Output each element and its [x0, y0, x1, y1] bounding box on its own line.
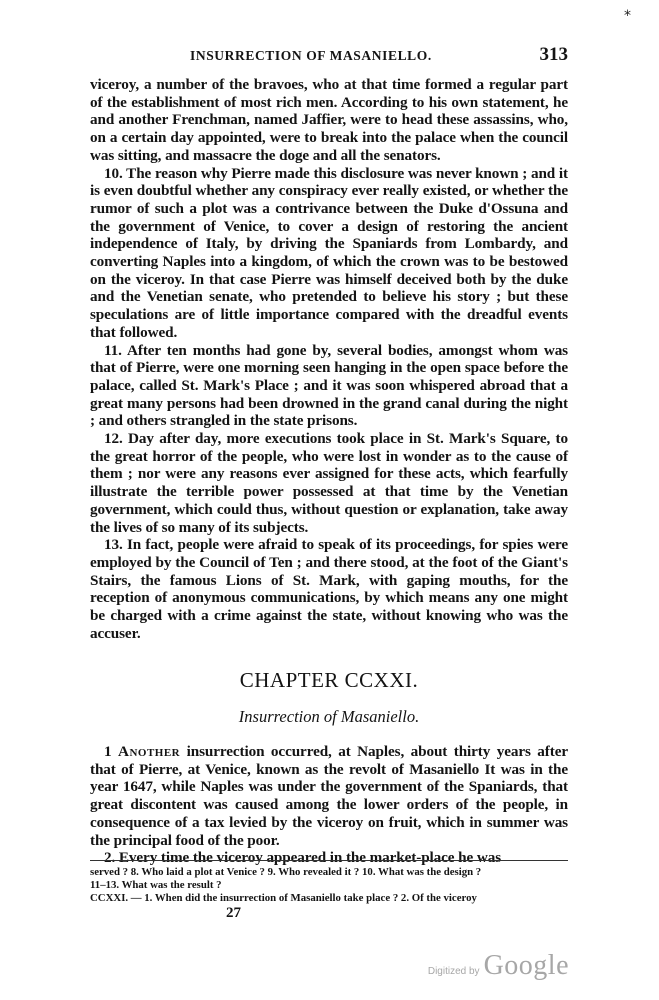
body-text [90, 76, 568, 643]
paragraph-number: 1 [104, 743, 118, 760]
chapter-title: CHAPTER CCXXI. [239, 668, 419, 692]
paragraph-10: 10. The reason why Pierre made this disclosure was never known ; and it is even doubtful whether any conspiracy ever really existed, or whether the rumor of such a plot was a contrivance between the Duke d'Ossuna and the government of Venice, to cover a design of restoring the ancient independence of Italy, by driving the Spaniards from Lombardy, and converting Naples into a kingdom, of which the crown was to be bestowed on the viceroy. In that case Pierre was himself deceived both by the duke and the Venetian senate, who pretended to believe his story ; but these speculations are of little importance compared with the dreadful events that followed. [90, 164, 568, 341]
running-head [90, 44, 568, 68]
paragraph-13: 13. In fact, people were afraid to speak of its proceedings, for spies were employed by the Council of Ten ; and there stood, at the foot of the Giant's Stairs, the famous Lions of St. Mark, with gaping mouths, for the reception of anonymous communications, by which means any one might be charged with a crime against the state, without knowing who was the accuser. [90, 536, 568, 642]
chapter-paragraph-1 [90, 743, 568, 849]
footnote-divider [90, 860, 568, 861]
paragraph-11: 11. After ten months had gone by, several bodies, amongst whom was that of Pierre, were one morning seen hanging in the open space before the palace, called St. Mark's Place ; and it was soon whispered abroad that a great many persons had been drowned in the grand canal during the night ; and others strangled in the state prisons. [90, 341, 568, 430]
paragraph-body: insurrection occurred, at Naples, about thirty years after that of Pierre, at Venice, known as the revolt of Masaniello It was in the year 1647, while Naples was under the government of the Spaniards, that great discontent was caused among the lower orders of the people, in consequence of a tax levied by the viceroy on fruit, which in summer was the principal food of the poor. [90, 743, 568, 849]
corner-mark: * [624, 8, 631, 24]
page-number: 313 [539, 44, 568, 65]
running-head-title: INSURRECTION OF MASANIELLO. [190, 48, 432, 63]
google-logo: Google [483, 950, 569, 981]
paragraph-12: 12. Day after day, more executions took place in St. Mark's Square, to the great horror of the people, who were lost in wonder as to the cause of them ; nor were any reasons ever assigned for these acts, which fearfully illustrate the terrible power possessed at that time by the Venetian government, which could thus, without question or explanation, take away the lives of so many of its subjects. [90, 430, 568, 536]
digitized-watermark [428, 950, 569, 982]
chapter-subtitle: Insurrection of Masaniello. [238, 707, 420, 726]
chapter-paragraph-2 [90, 849, 568, 867]
chapter-text [90, 743, 568, 867]
opening-word: Another [117, 743, 181, 760]
footnote-line: CCXXI. — 1. When did the insurrection of Masaniello take place ? 2. Of the viceroy [90, 892, 477, 904]
signature-mark: 27 [226, 905, 241, 921]
paragraph-continuation: viceroy, a number of the bravoes, who at that time formed a regular part of the establishment of most rich men. According to his own statement, he and another Frenchman, named Jaffier, were to head these assassins, who, on a certain day appointed, were to break into the palace when the council was sitting, and massacre the doge and all the senators. [90, 76, 568, 164]
paragraph-body: 2. Every time the viceroy appeared in the market-place he was [104, 849, 501, 867]
footnote-questions [90, 866, 568, 905]
footnote-line: 11–13. What was the result ? [90, 879, 222, 891]
footnote-line: served ? 8. Who laid a plot at Venice ? 9. Who revealed it ? 10. What was the design ? [90, 866, 482, 878]
watermark-prefix: Digitized by [427, 966, 480, 977]
